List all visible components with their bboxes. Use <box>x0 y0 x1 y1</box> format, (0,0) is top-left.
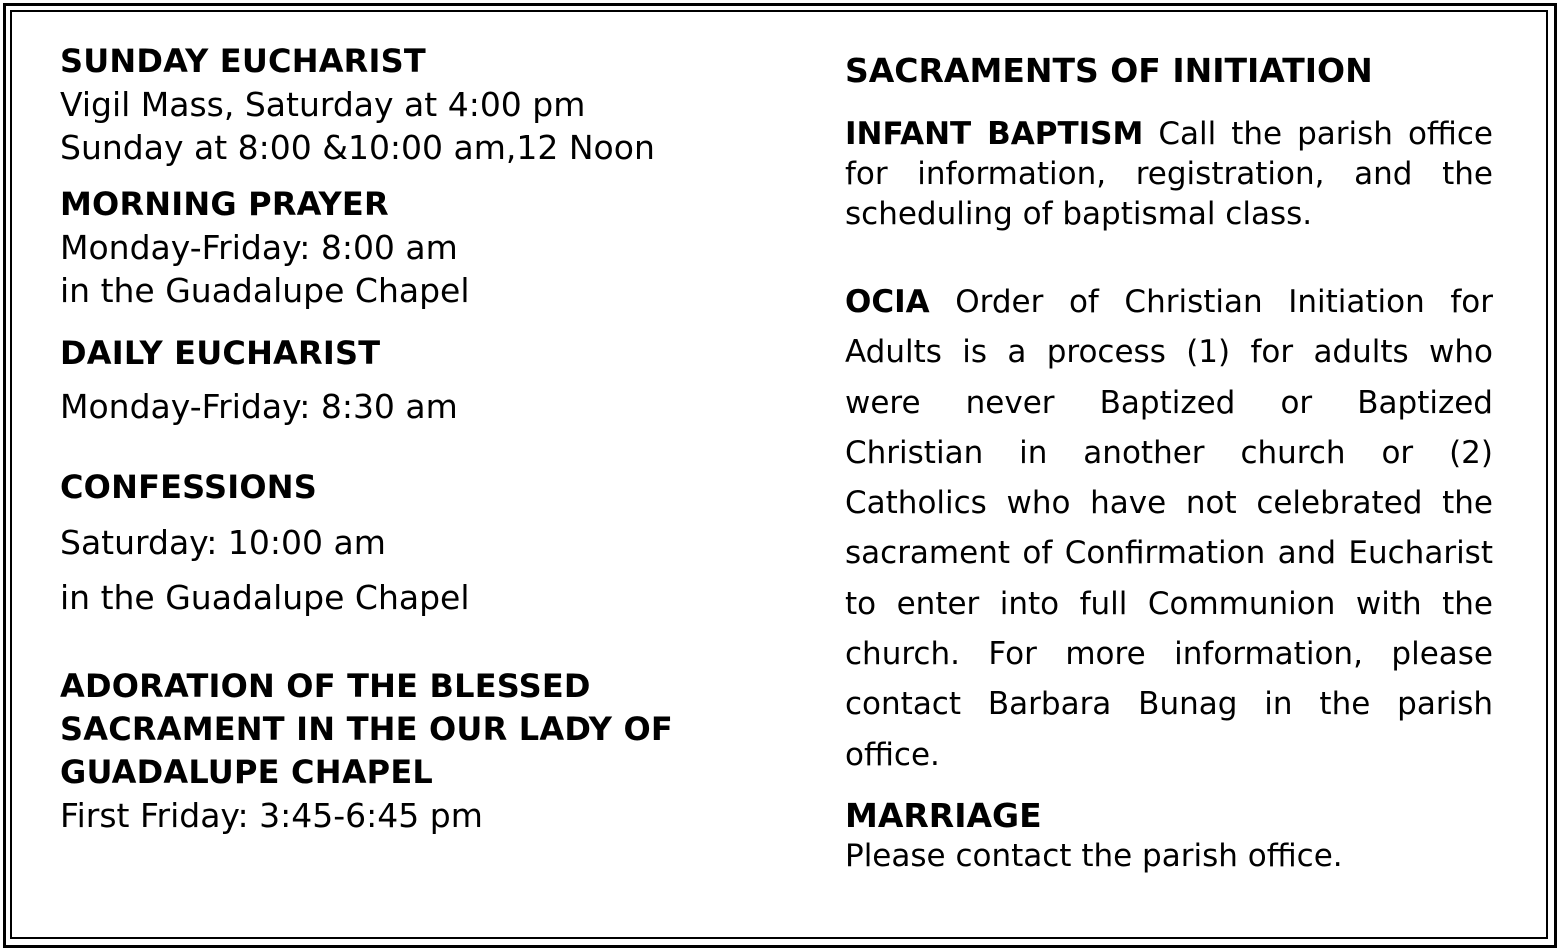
daily-eucharist-heading: DAILY EUCHARIST <box>60 334 381 372</box>
sunday-eucharist-heading: SUNDAY EUCHARIST <box>60 42 426 80</box>
daily-eucharist-time: Monday-Friday: 8:30 am <box>60 387 458 426</box>
adoration-heading-line3: GUADALUPE CHAPEL <box>60 753 433 791</box>
confessions-time: Saturday: 10:00 am <box>60 523 386 562</box>
sacraments-column <box>845 48 1493 876</box>
confessions-heading: CONFESSIONS <box>60 468 317 506</box>
infant-baptism-text: Call the parish office for information, registration, and the scheduling of baptismal class. <box>845 116 1493 232</box>
sacraments-title: SACRAMENTS OF INITIATION <box>845 51 1373 90</box>
vigil-mass-time: Vigil Mass, Saturday at 4:00 pm <box>60 85 586 124</box>
adoration-heading-line2: SACRAMENT IN THE OUR LADY OF <box>60 710 673 748</box>
ocia-text: Order of Christian Initiation for Adults is a process (1) for adults who were never Baptized or Baptized Christian in another church or (2) Catholics who have not celebrated the sacrament of Confirmation and Eucharist to enter into full Communion with the church. For more information, please contact Barbara Bunag in the parish office. <box>845 284 1494 773</box>
adoration-section <box>60 665 780 837</box>
ocia-label: OCIA <box>845 284 930 320</box>
marriage-text: Please contact the parish office. <box>845 837 1343 874</box>
daily-eucharist-section <box>60 332 780 428</box>
confessions-location: in the Guadalupe Chapel <box>60 578 470 617</box>
morning-prayer-heading: MORNING PRAYER <box>60 185 389 223</box>
infant-baptism-paragraph <box>845 114 1493 234</box>
sunday-mass-times: Sunday at 8:00 &10:00 am,12 Noon <box>60 128 655 167</box>
ocia-paragraph <box>845 277 1493 780</box>
marriage-heading: MARRIAGE <box>845 795 1042 835</box>
sunday-eucharist-section <box>60 40 780 169</box>
morning-prayer-time: Monday-Friday: 8:00 am <box>60 228 458 267</box>
confessions-section <box>60 466 780 619</box>
morning-prayer-location: in the Guadalupe Chapel <box>60 271 470 310</box>
morning-prayer-section <box>60 183 780 312</box>
adoration-time: First Friday: 3:45-6:45 pm <box>60 796 483 835</box>
infant-baptism-label: INFANT BAPTISM <box>845 116 1144 152</box>
adoration-heading-line1: ADORATION OF THE BLESSED <box>60 667 591 705</box>
schedule-column <box>60 40 780 837</box>
